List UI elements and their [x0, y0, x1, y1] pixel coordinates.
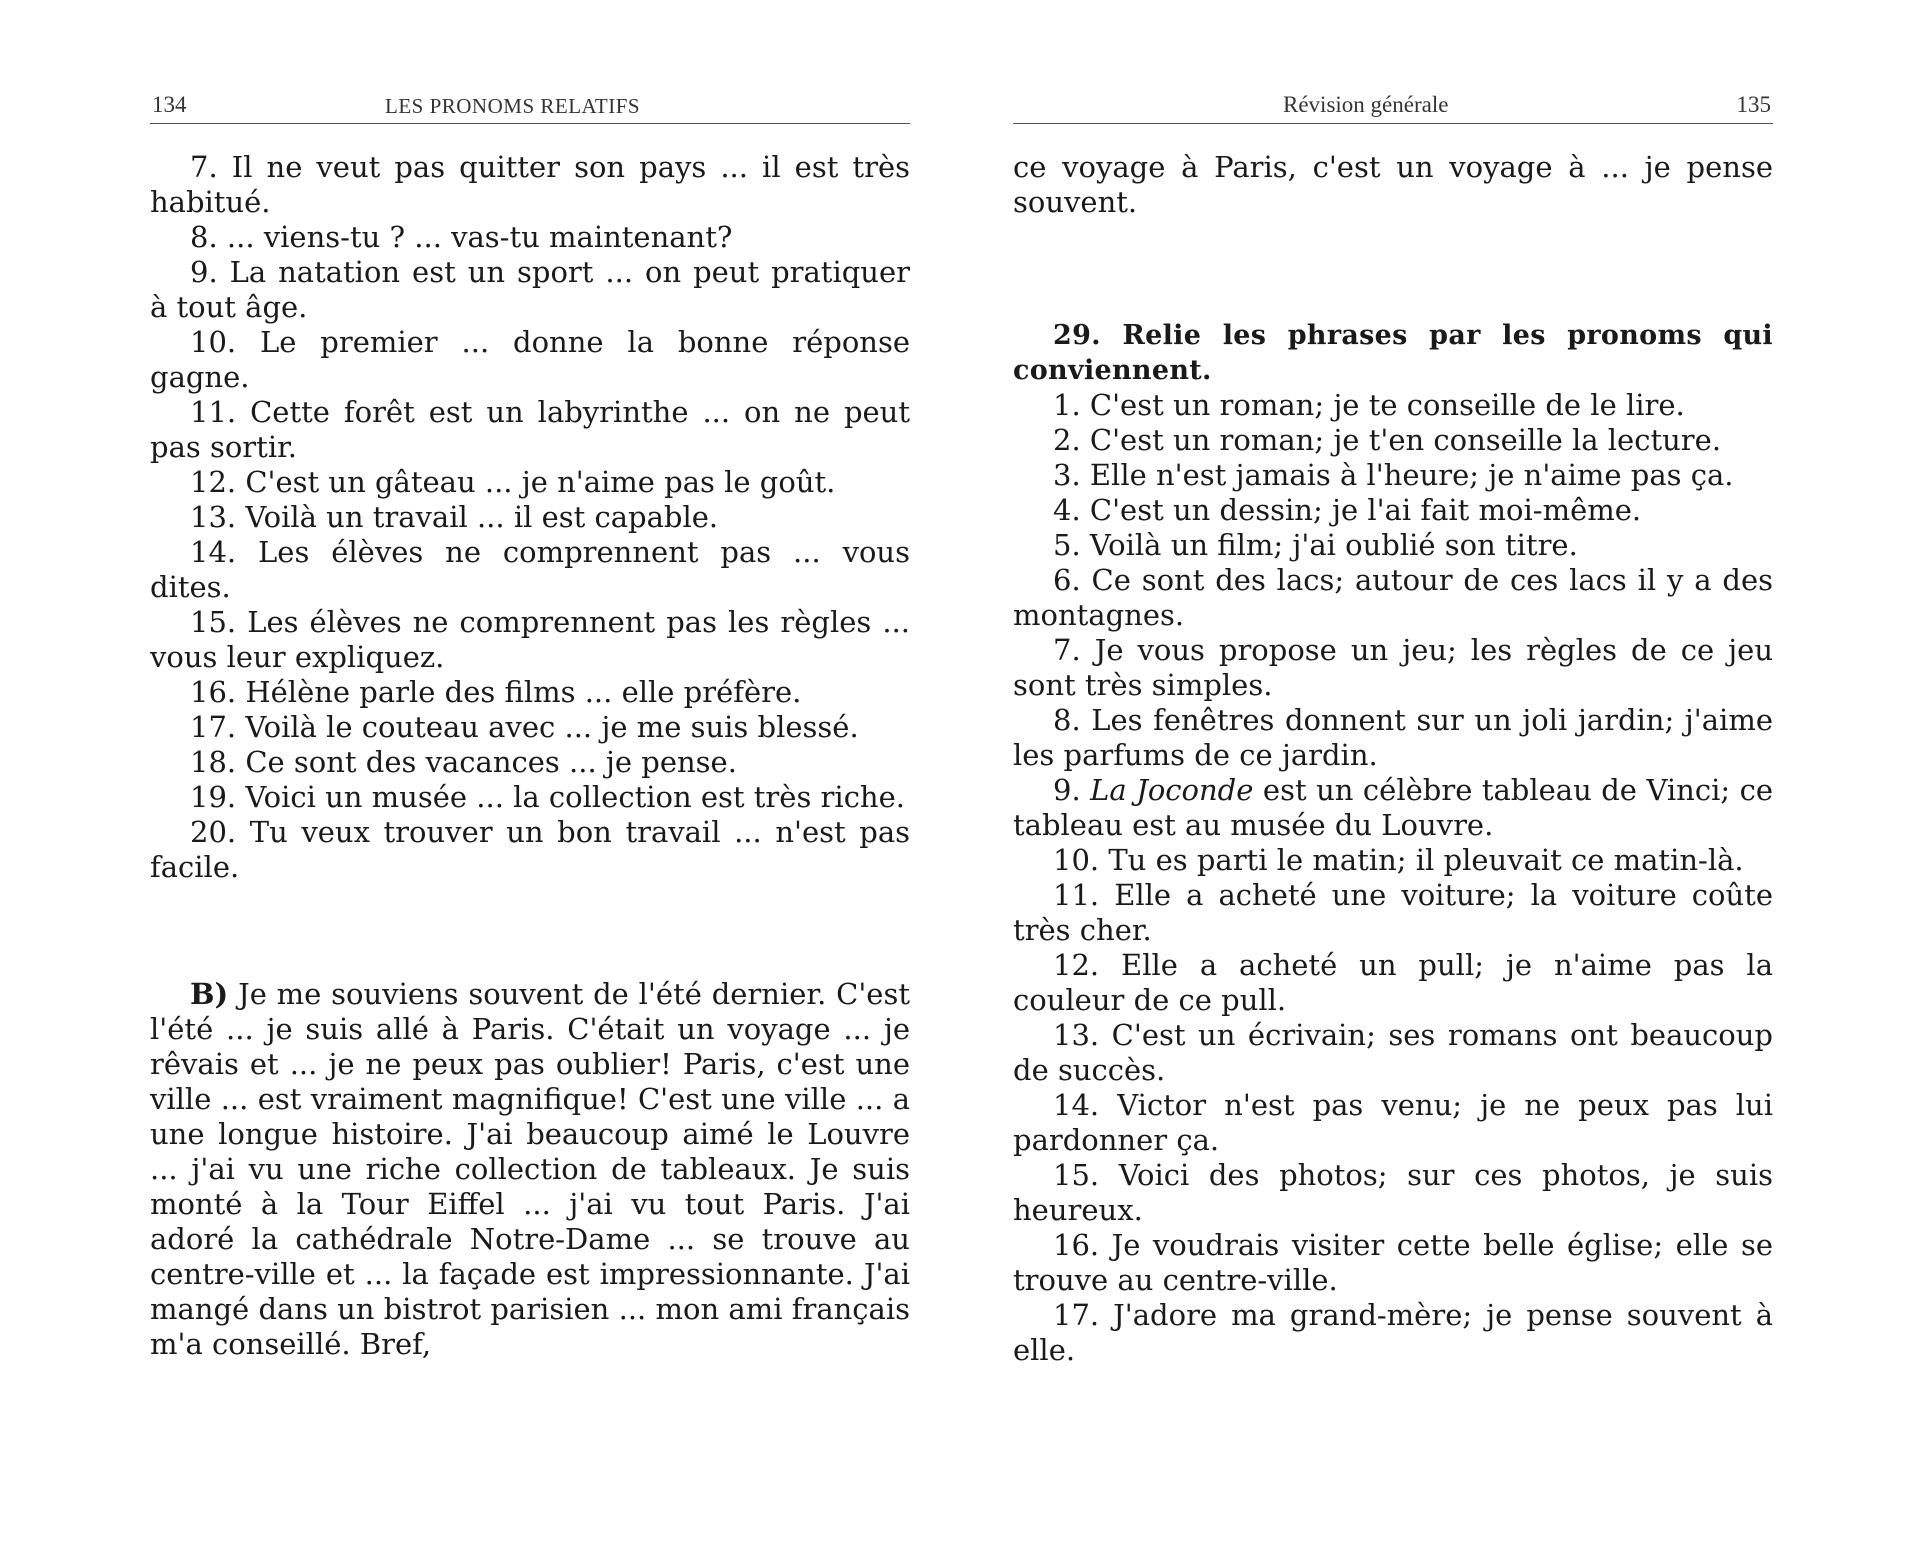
list-item: 4. C'est un dessin; je l'ai fait moi-même. — [1053, 493, 1642, 527]
left-page — [150, 0, 910, 1542]
section-b-paragraph: B) Je me souviens souvent de l'été dernier. C'est l'été ... je suis allé à Paris. C'était un voyage ... je rêvais et ... je ne peux pas oublier! Paris, c'est une ville ... est vraiment magnifique! C'est une ville ... a une longue histoire. J'ai beaucoup aimé le Louvre ... j'ai vu une riche collection de tableaux. Je suis monté à la Tour Eiffel ... j'ai vu tout Paris. J'ai adoré la cathédrale Notre-Dame ... se trouve au centre-ville et ... la façade est impressionnante. J'ai mangé dans un bistrot parisien ... mon ami français m'a conseillé. Bref, — [150, 977, 910, 1361]
spacer — [1013, 220, 1773, 318]
list-item: 13. Voilà un travail ... il est capable. — [190, 500, 719, 534]
page-number: 134 — [152, 92, 187, 117]
exercise-heading: 29. Relie les phrases par les pronoms qui conviennent. — [1013, 320, 1773, 386]
exercise-items — [150, 150, 910, 1362]
list-item: 12. Elle a acheté un pull; je n'aime pas la couleur de ce pull. — [1013, 948, 1773, 1017]
list-item: 14. Les élèves ne comprennent pas ... vous dites. — [150, 535, 910, 604]
spacer — [150, 885, 910, 977]
list-item: 8. ... viens-tu ? ... vas-tu maintenant? — [190, 220, 733, 254]
list-item: 5. Voilà un film; j'ai oublié son titre. — [1053, 528, 1578, 562]
section-label: B) — [190, 977, 229, 1011]
list-item: 9. La natation est un sport ... on peut pratiquer à tout âge. — [150, 255, 910, 324]
list-item: 12. C'est un gâteau ... je n'aime pas le goût. — [190, 465, 836, 499]
list-item: 7. Il ne veut pas quitter son pays ... il est très habitué. — [150, 150, 910, 219]
page-number: 135 — [1736, 92, 1771, 117]
list-item: 17. J'adore ma grand-mère; je pense souvent à elle. — [1013, 1298, 1773, 1367]
list-item: 1. C'est un roman; je te conseille de le lire. — [1053, 388, 1685, 422]
list-item: 11. Elle a acheté une voiture; la voiture coûte très cher. — [1013, 878, 1774, 947]
header-rule — [150, 123, 910, 124]
list-item: 11. Cette forêt est un labyrinthe ... on ne peut pas sortir. — [150, 395, 911, 464]
list-item: 2. C'est un roman; je t'en conseille la lecture. — [1053, 423, 1722, 457]
running-head — [1013, 88, 1773, 124]
running-head — [150, 88, 910, 124]
running-title: Révision générale — [1283, 92, 1449, 117]
list-item: 17. Voilà le couteau avec ... je me suis blessé. — [190, 710, 859, 744]
list-item: 15. Les élèves ne comprennent pas les règles ... vous leur expliquez. — [150, 605, 911, 674]
list-item: 16. Je voudrais visiter cette belle église; elle se trouve au centre-ville. — [1013, 1228, 1773, 1297]
list-item: 16. Hélène parle des films ... elle préfère. — [190, 675, 802, 709]
list-item: 10. Le premier ... donne la bonne réponse gagne. — [150, 325, 911, 394]
list-item: 13. C'est un écrivain; ses romans ont beaucoup de succès. — [1013, 1018, 1774, 1087]
right-body — [1013, 150, 1773, 1368]
list-item: 14. Victor n'est pas venu; je ne peux pas lui pardonner ça. — [1013, 1088, 1774, 1157]
list-item: 19. Voici un musée ... la collection est très riche. — [190, 780, 905, 814]
list-item: 10. Tu es parti le matin; il pleuvait ce matin-là. — [1053, 843, 1744, 877]
list-item: 8. Les fenêtres donnent sur un joli jardin; j'aime les parfums de ce jardin. — [1013, 703, 1773, 772]
list-item: 15. Voici des photos; sur ces photos, je suis heureux. — [1013, 1158, 1774, 1227]
list-item: 18. Ce sont des vacances ... je pense. — [190, 745, 737, 779]
header-rule — [1013, 123, 1773, 124]
list-item: 3. Elle n'est jamais à l'heure; je n'aime pas ça. — [1053, 458, 1734, 492]
right-page — [1013, 0, 1773, 1542]
artwork-title: La Joconde — [1090, 773, 1254, 807]
list-item: 7. Je vous propose un jeu; les règles de ce jeu sont très simples. — [1013, 633, 1773, 702]
running-title: LES PRONOMS RELATIFS — [385, 94, 641, 118]
list-item: 6. Ce sont des lacs; autour de ces lacs il y a des montagnes. — [1013, 563, 1773, 632]
list-item: 9. La Joconde est un célèbre tableau de Vinci; ce tableau est au musée du Louvre. — [1013, 773, 1774, 842]
list-item: 20. Tu veux trouver un bon travail ... n'est pas facile. — [150, 815, 911, 884]
continuation-text: ce voyage à Paris, c'est un voyage à ... je pense souvent. — [1013, 150, 1773, 219]
